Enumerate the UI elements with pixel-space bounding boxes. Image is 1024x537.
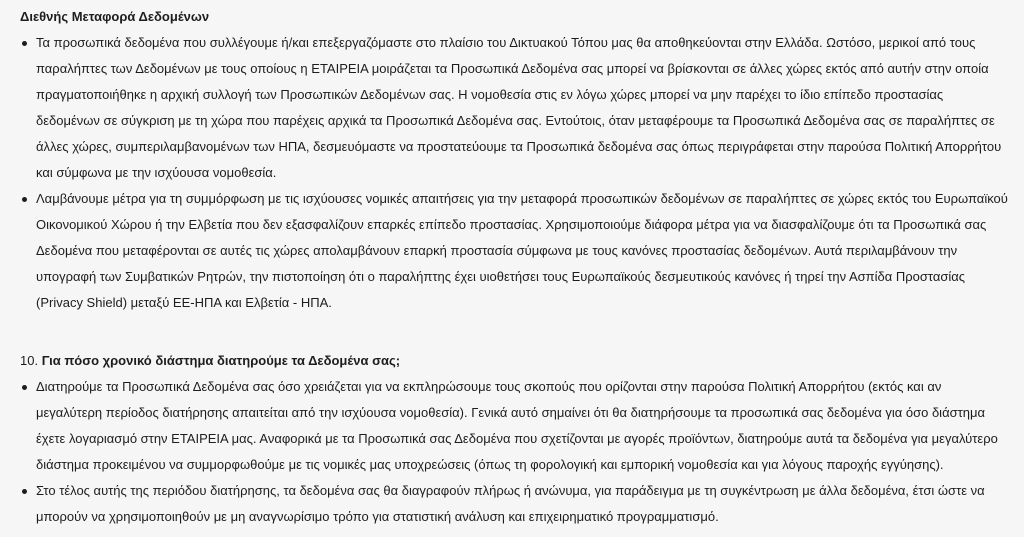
section-heading-international-transfer: Διεθνής Μεταφορά Δεδομένων — [20, 9, 210, 24]
section-title: Για πόσο χρονικό διάστημα διατηρούμε τα Δεδομένα σας; — [41, 353, 401, 368]
section-divider — [20, 316, 1008, 342]
section-number: 10. — [20, 353, 39, 368]
list-item: Διατηρούμε τα Προσωπικά Δεδομένα σας όσο χρειάζεται για να εκπληρώσουμε τους σκοπούς που ορίζονται στην παρούσα Πολιτική Απορρήτου (εκτός και αν μεγαλύτερη περίοδος διατήρησης απαιτείται από την ισχύουσα νομοθεσία). Γενικά αυτό σημαίνει ότι θα διατηρήσουμε τα προσωπικά σας δεδομένα για όσο διάστημα έχετε λογαριασμό στην ΕΤΑΙΡΕΙΑ μας. Αναφορικά με τα Προσωπικά σας Δεδομένα που σχετίζονται με αγορές προϊόντων, διατηρούμε αυτά τα δεδομένα για μεγαλύτερο διάστημα προκειμένου να συμμορφωθούμε με τις νομικές μας υποχρεώσεις (όπως τη φορολογική και εμπορική νομοθεσία και για λόγους παροχής εγγύησης). — [20, 374, 1008, 478]
list-item: Λαμβάνουμε μέτρα για τη συμμόρφωση με τις ισχύουσες νομικές απαιτήσεις για την μεταφορά προσωπικών δεδομένων σε παραλήπτες σε χώρες εκτός του Ευρωπαϊκού Οικονομικού Χώρου ή την Ελβετία που δεν εξασφαλίζουν επαρκές επίπεδο προστασίας. Χρησιμοποιούμε διάφορα μέτρα για να διασφαλίζουμε ότι τα Προσωπικά σας Δεδομένα που μεταφέρονται σε αυτές τις χώρες απολαμβάνουν επαρκή προστασία σύμφωνα με τους κανόνες προστασίας δεδομένων. Αυτά περιλαμβάνουν την υπογραφή των Συμβατικών Ρητρών, την πιστοποίηση ότι ο παραλήπτης έχει υιοθετήσει τους Ευρωπαϊκούς δεσμευτικούς κανόνες ή τηρεί την Ασπίδα Προστασίας (Privacy Shield) μεταξύ ΕΕ-ΗΠΑ και Ελβετία - ΗΠΑ. — [20, 186, 1008, 316]
list-item: Τα προσωπικά δεδομένα που συλλέγουμε ή/και επεξεργαζόμαστε στο πλαίσιο του Δικτυακού Τόπου μας θα αποθηκεύονται στην Ελλάδα. Ωστόσο, μερικοί από τους παραλήπτες των Δεδομένων με τους οποίους η ΕΤΑΙΡΕΙΑ μοιράζεται τα Προσωπικά Δεδομένα σας μπορεί να βρίσκονται σε άλλες χώρες εκτός από αυτήν στην οποία πραγματοποιήθηκε η αρχική συλλογή των Προσωπικών Δεδομένων σας. Η νομοθεσία στις εν λόγω χώρες μπορεί να μην παρέχει το ίδιο επίπεδο προστασίας δεδομένων σε σύγκριση με τη χώρα που παρέχεις αρχικά τα Προσωπικά Δεδομένα σας. Εντούτοις, όταν μεταφέρουμε τα Προσωπικά Δεδομένα σας σε παραλήπτες σε άλλες χώρες, συμπεριλαμβανομένων των ΗΠΑ, δεσμευόμαστε να προστατεύουμε τα Προσωπικά δεδομένα σας όπως περιγράφεται στην παρούσα Πολιτική Απορρήτου και σύμφωνα με την ισχύουσα νομοθεσία. — [20, 30, 1008, 186]
section-international-transfer-list — [20, 30, 1008, 316]
list-item: Στο τέλος αυτής της περιόδου διατήρησης, τα δεδομένα σας θα διαγραφούν πλήρως ή ανώνυμα, για παράδειγμα με τη συγκέντρωση με άλλα δεδομένα, έτσι ώστε να μπορούν να χρησιμοποιηθούν με μη αναγνωρίσιμο τρόπο για στατιστική ανάλυση και επιχειρηματικό προγραμματισμό. — [20, 478, 1008, 530]
section-heading-retention — [20, 348, 1008, 374]
section-retention-list — [20, 374, 1008, 530]
